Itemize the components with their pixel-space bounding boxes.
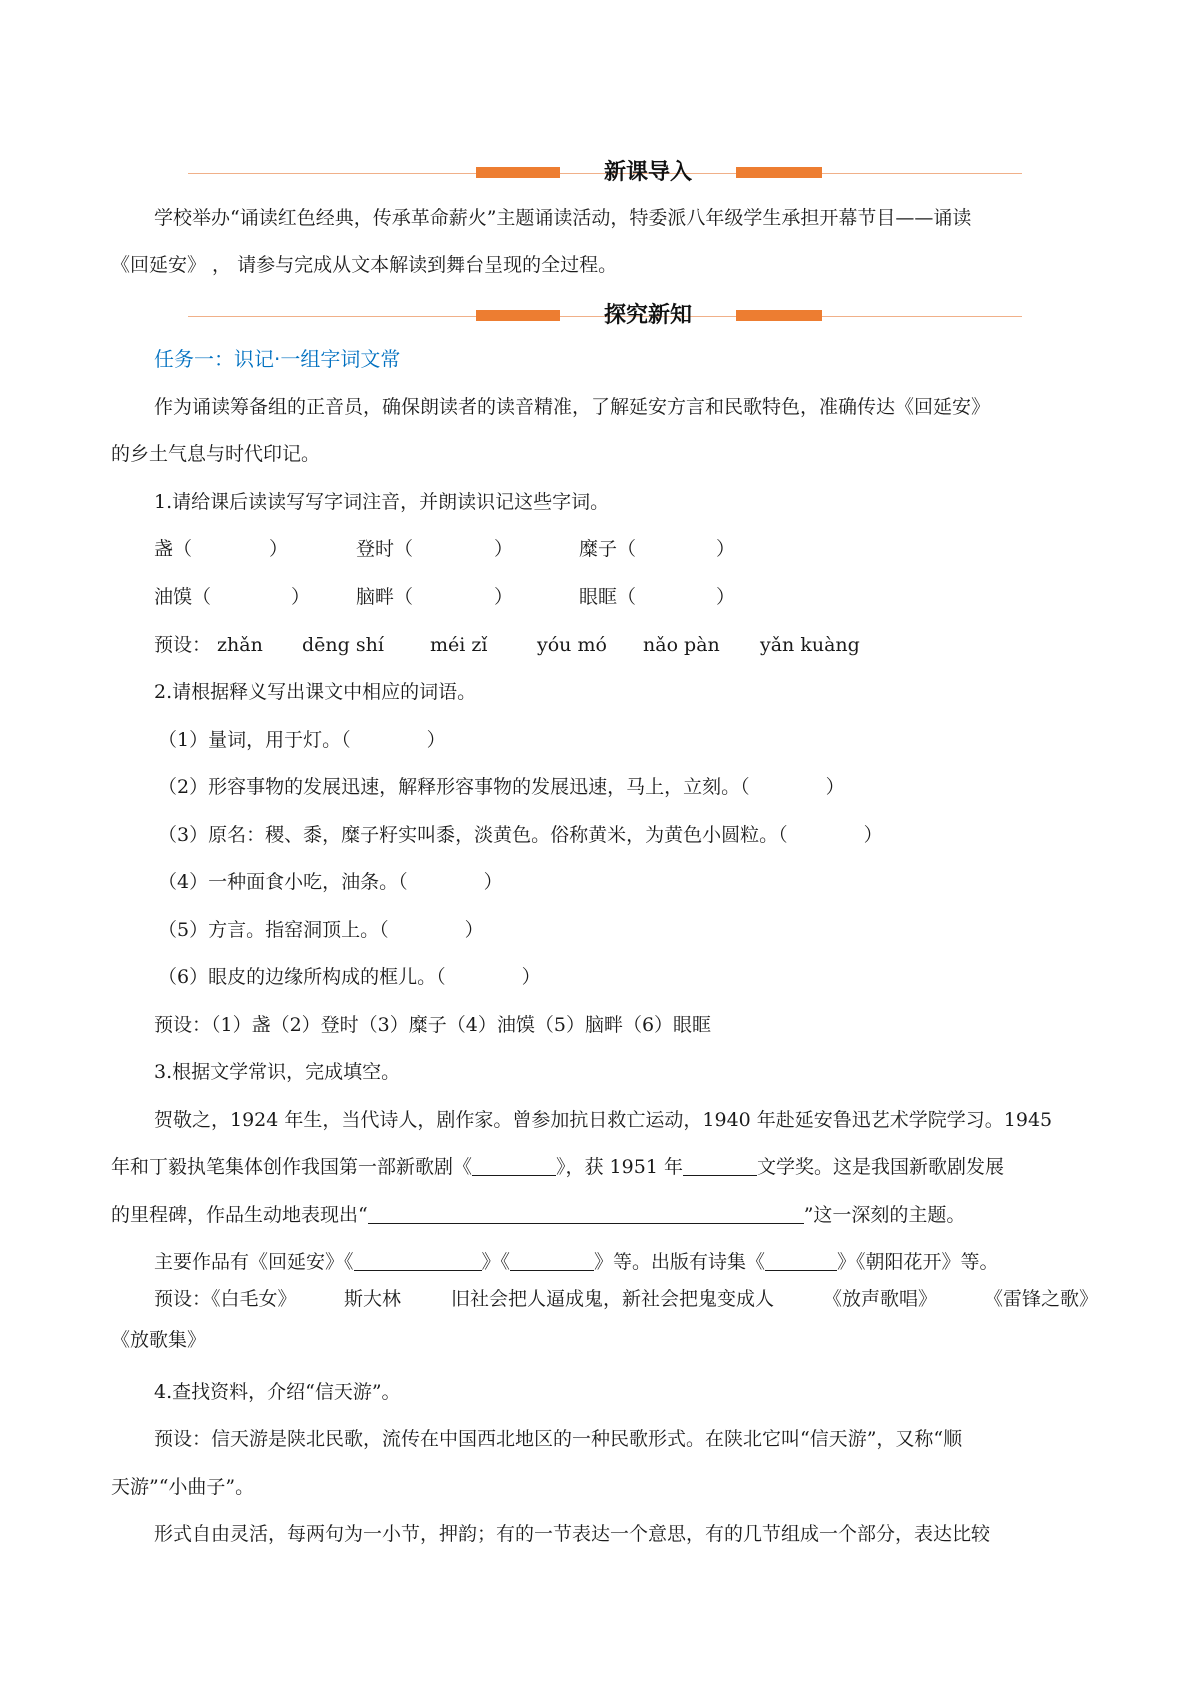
q3-prompt: 3.根据文学常识，完成填空。 <box>154 1061 401 1083</box>
q3-text: 文学奖。这是我国新歌剧发展 <box>756 1156 1004 1178</box>
section-title-explore: 探究新知 <box>603 303 692 328</box>
q1-word-close: ） <box>269 538 289 560</box>
q2-prompt: 2.请根据释义写出课文中相应的词语。 <box>154 681 477 703</box>
q2-item: （5）方言。指窑洞顶上。（ ） <box>158 919 484 941</box>
q3-answer-part: 预设：《白毛女》 <box>154 1288 297 1310</box>
fill-blank[interactable] <box>354 1248 482 1271</box>
section-title-intro: 新课导入 <box>603 160 692 185</box>
fill-blank[interactable] <box>510 1248 594 1271</box>
section-header-intro <box>188 156 1022 190</box>
q2-item: （2）形容事物的发展迅速，解释形容事物的发展迅速，马上，立刻。（ ） <box>158 776 845 798</box>
q3-para2 <box>154 1248 999 1276</box>
q1-word: 登时（ <box>356 538 414 560</box>
intro-line-1: 学校举办“诵读红色经典，传承革命薪火”主题诵读活动，特委派八年级学生承担开幕节目——诵读 <box>154 207 972 229</box>
q2-answer: 预设：（1）盏（2）登时（3）糜子（4）油馍（5）脑畔（6）眼眶 <box>154 1014 712 1036</box>
q1-pinyin: zhǎn <box>217 634 263 656</box>
q1-pinyin: nǎo pàn <box>643 634 720 656</box>
q1-word: 油馍（ <box>154 586 212 608</box>
task1-desc-line-1: 作为诵读筹备组的正音员，确保朗读者的读音精准，了解延安方言和民歌特色，准确传达《回延安》 <box>154 396 991 418</box>
q3-text: 》，获 1951 年 <box>556 1156 683 1178</box>
q1-word-close: ） <box>716 586 736 608</box>
q2-item: （4）一种面食小吃，油条。（ ） <box>158 871 503 893</box>
q3-text: 》《朝阳花开》等。 <box>837 1251 999 1273</box>
header-bar-left <box>476 310 560 321</box>
q4-prompt: 4.查找资料，介绍“信天游”。 <box>154 1381 401 1403</box>
q3-text: 年和丁毅执笔集体创作我国第一部新歌剧《 <box>111 1156 473 1178</box>
q1-word: 糜子（ <box>579 538 637 560</box>
q1-pinyin: yǎn kuàng <box>760 634 860 656</box>
task1-desc-line-2: 的乡土气息与时代印记。 <box>111 443 321 465</box>
q3-answer-part: 斯大林 <box>344 1288 402 1310</box>
section-header-explore <box>188 299 1022 333</box>
q3-answer-part: 《放声歌唱》 <box>823 1288 938 1310</box>
q4-answer-line-3: 形式自由灵活，每两句为一小节，押韵；有的一节表达一个意思，有的几节组成一个部分，表达比较 <box>154 1523 991 1545</box>
q3-text: ”这一深刻的主题。 <box>803 1204 966 1226</box>
q1-pinyin: dēng shí <box>302 634 384 656</box>
q1-pinyin: yóu mó <box>537 634 607 656</box>
q1-prompt: 1.请给课后读读写写字词注音，并朗读识记这些字词。 <box>154 491 610 513</box>
q1-answer-label: 预设： <box>154 634 212 656</box>
q3-answer-part: 旧社会把人逼成鬼，新社会把鬼变成人 <box>451 1288 775 1310</box>
intro-line-2: 《回延安》 ， 请参与完成从文本解读到舞台呈现的全过程。 <box>111 254 618 276</box>
fill-blank[interactable] <box>472 1153 556 1176</box>
header-bar-right <box>736 310 822 321</box>
q3-answer-line-2: 《放歌集》 <box>111 1329 207 1351</box>
q1-word-close: ） <box>494 586 514 608</box>
q3-text: 的里程碑，作品生动地表现出“ <box>111 1204 368 1226</box>
fill-blank[interactable] <box>765 1248 837 1271</box>
q3-para1-line1: 贺敬之，1924 年生，当代诗人，剧作家。曾参加抗日救亡运动，1940 年赴延安鲁迅艺术学院学习。1945 <box>154 1109 1053 1131</box>
q1-word: 脑畔（ <box>356 586 414 608</box>
q2-item: （3）原名：稷、黍，糜子籽实叫黍，淡黄色。俗称黄米，为黄色小圆粒。（ ） <box>158 824 883 846</box>
header-bar-right <box>736 167 822 178</box>
q3-text: 主要作品有《回延安》《 <box>154 1251 354 1273</box>
q3-para1-line2 <box>111 1153 1004 1181</box>
q3-text: 》《 <box>481 1251 511 1273</box>
q1-word-close: ） <box>494 538 514 560</box>
q3-para1-line3 <box>111 1201 965 1229</box>
q1-word: 盏（ <box>154 538 193 560</box>
q1-word: 眼眶（ <box>579 586 637 608</box>
q3-answer-part: 《雷锋之歌》 <box>984 1288 1099 1310</box>
fill-blank[interactable] <box>683 1153 757 1176</box>
q3-text: 》等。出版有诗集《 <box>594 1251 766 1273</box>
q1-pinyin: méi zǐ <box>430 634 488 656</box>
q4-answer-line-2: 天游”“小曲子”。 <box>111 1476 255 1498</box>
q4-answer-line-1: 预设：信天游是陕北民歌，流传在中国西北地区的一种民歌形式。在陕北它叫“信天游”，又称“顺 <box>154 1428 963 1450</box>
task1-title: 任务一：识记·一组字词文常 <box>154 347 401 371</box>
fill-blank[interactable] <box>368 1201 804 1224</box>
q1-word-close: ） <box>716 538 736 560</box>
q1-word-close: ） <box>291 586 311 608</box>
header-bar-left <box>476 167 560 178</box>
q2-item: （6）眼皮的边缘所构成的框儿。（ ） <box>158 966 541 988</box>
q2-item: （1）量词，用于灯。（ ） <box>158 729 446 751</box>
